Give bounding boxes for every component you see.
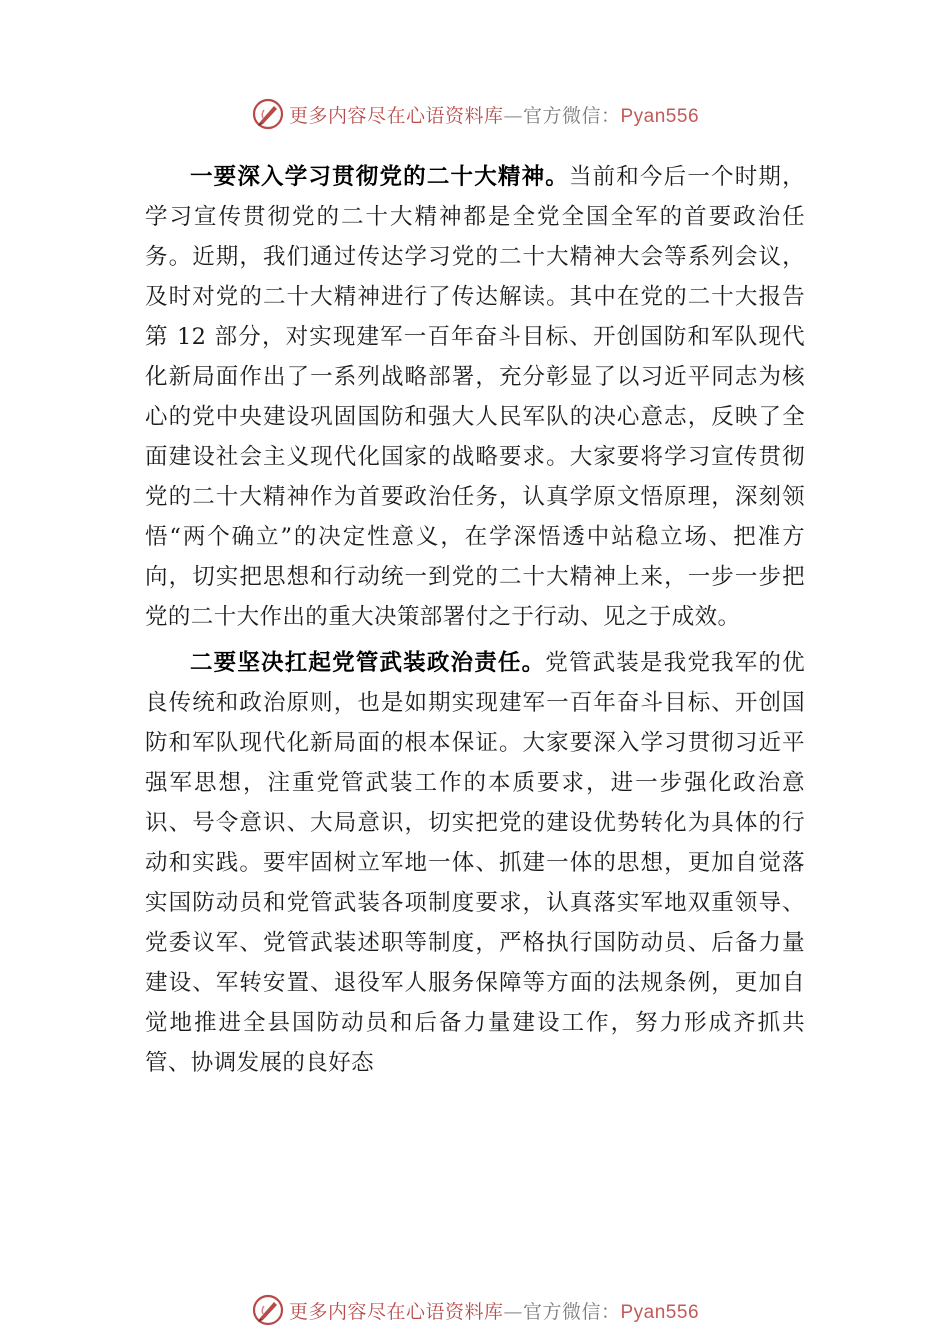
pen-circle-logo-icon xyxy=(251,97,285,131)
footer-brand: 更多内容尽在心语资料库 xyxy=(288,1300,504,1323)
header-wechat-label: 官方微信： xyxy=(522,104,621,127)
header-text xyxy=(289,101,699,128)
header-banner xyxy=(0,94,950,134)
footer-wechat-id: Pyan556 xyxy=(620,1301,700,1323)
footer-separator: — xyxy=(503,1300,523,1323)
pen-circle-logo-icon xyxy=(251,1293,285,1327)
document-body xyxy=(145,157,805,1083)
header-separator: — xyxy=(503,104,523,127)
paragraph-1-text: 当前和今后一个时期，学习宣传贯彻党的二十大精神都是全党全国全军的首要政治任务。近期，我们通过传达学习党的二十大精神大会等系列会议，及时对党的二十大精神进行了传达解读。其中在党的二十大报告第 12 部分，对实现建军一百年奋斗目标、开创国防和军队现代化新局面作出了一系列战略部署，充分彰显了以习近平同志为核心的党中央建设巩固国防和强大人民军队的决心意志，反映了全面建设社会主义现代化国家的战略要求。大家要将学习宣传贯彻党的二十大精神作为首要政治任务，认真学原文悟原理，深刻领悟“两个确立”的决定性意义，在学深悟透中站稳立场、把准方向，切实把思想和行动统一到党的二十大精神上来，一步一步把党的二十大作出的重大决策部署付之于行动、见之于成效。 xyxy=(145,164,805,630)
paragraph-1 xyxy=(145,157,805,637)
header-brand: 更多内容尽在心语资料库 xyxy=(288,104,504,127)
header-wechat-id: Pyan556 xyxy=(620,105,700,127)
paragraph-2-text: 党管武装是我党我军的优良传统和政治原则，也是如期实现建军一百年奋斗目标、开创国防和军队现代化新局面的根本保证。大家要深入学习贯彻习近平强军思想，注重党管武装工作的本质要求，进一步强化政治意识、号令意识、大局意识，切实把党的建设优势转化为具体的行动和实践。要牢固树立军地一体、抓建一体的思想，更加自觉落实国防动员和党管武装各项制度要求，认真落实军地双重领导、党委议军、党管武装述职等制度，严格执行国防动员、后备力量建设、军转安置、退役军人服务保障等方面的法规条例，更加自觉地推进全县国防动员和后备力量建设工作，努力形成齐抓共管、协调发展的良好态 xyxy=(145,650,805,1076)
paragraph-2-lead: 二要坚决扛起党管武装政治责任。 xyxy=(190,650,546,676)
paragraph-2 xyxy=(145,643,805,1083)
footer-banner xyxy=(0,1290,950,1330)
paragraph-1-lead: 一要深入学习贯彻党的二十大精神。 xyxy=(190,164,569,190)
footer-wechat-label: 官方微信： xyxy=(522,1300,621,1323)
footer-text xyxy=(289,1297,699,1324)
